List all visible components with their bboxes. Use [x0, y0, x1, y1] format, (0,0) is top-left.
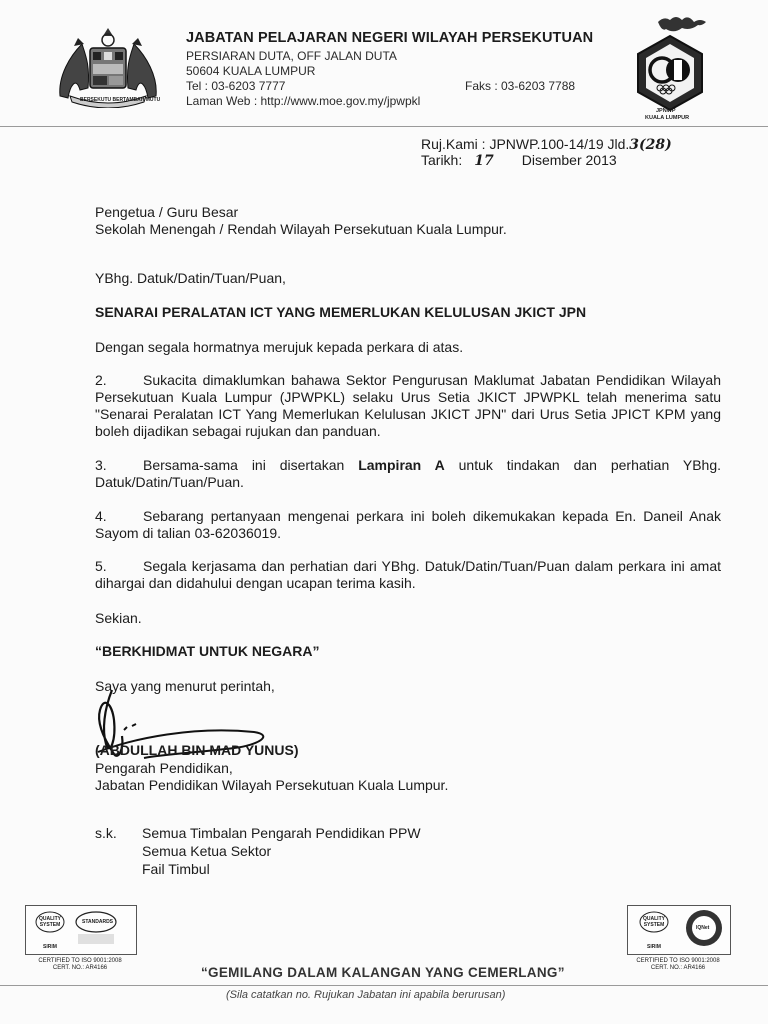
- footer-divider: [0, 985, 768, 986]
- signatory-name: (ABDULLAH BIN MAD YUNUS): [95, 742, 299, 758]
- paragraph-text-end: untuk tindakan dan perhatian YBhg. Datuk/Datin/Tuan/Puan.: [95, 457, 722, 490]
- jpnwp-emblem-logo: [620, 14, 720, 122]
- cert-line: CERTIFIED TO ISO 9001:2008: [38, 958, 122, 964]
- emblem-label-kl: KUALA LUMPUR: [645, 115, 690, 121]
- closing-saya: Saya yang menurut perintah,: [95, 678, 275, 694]
- iqnet-label: IQNet: [696, 925, 710, 931]
- date-month-year: Disember 2013: [521, 152, 617, 168]
- sirim-label: SIRIM: [43, 944, 57, 950]
- footer-motto: “GEMILANG DALAM KALANGAN YANG CEMERLANG”: [201, 965, 565, 980]
- closing-sekian: Sekian.: [95, 610, 142, 626]
- sirim-label: SIRIM: [647, 944, 661, 950]
- header-divider: [0, 126, 768, 127]
- sk-item: Fail Timbul: [142, 861, 210, 877]
- reference-prefix: Ruj.Kami : JPNWP.100-14/19 Jld.: [421, 136, 630, 152]
- sk-item: Semua Ketua Sektor: [142, 843, 272, 859]
- department-title: JABATAN PELAJARAN NEGERI WILAYAH PERSEKUTUAN: [186, 30, 594, 46]
- sk-label: s.k.: [95, 825, 117, 841]
- paragraph-number: 3.: [95, 457, 107, 473]
- signatory-title: Pengarah Pendidikan,: [95, 760, 233, 776]
- iqnet-seal-icon: [628, 906, 732, 956]
- certification-badge-right: [627, 905, 731, 955]
- paragraph-number: 4.: [95, 508, 107, 524]
- paragraph-text: Sukacita dimaklumkan bahawa Sektor Pengurusan Maklumat Jabatan Pendidikan Wilayah Persekutuan Kuala Lumpur (JPWPKL) selaku Urus Setia JKICT JPWPKL telah menerima satu "Senarai Peralatan ICT Yang Memerlukan Kelulusan JKICT JPN" dari Urus Setia JPICT KPM yang boleh dijadikan sebagai rujukan dan panduan.: [95, 372, 721, 439]
- address-line-1: PERSIARAN DUTA, OFF JALAN DUTA: [186, 49, 397, 63]
- recipient-line-1: Pengetua / Guru Besar: [95, 204, 239, 220]
- coat-of-arms-logo: [52, 26, 164, 108]
- salutation: YBhg. Datuk/Datin/Tuan/Puan,: [95, 270, 286, 286]
- opening-line: Dengan segala hormatnya merujuk kepada perkara di atas.: [95, 339, 464, 355]
- paragraph-3: [95, 457, 721, 491]
- paragraph-text: Segala kerjasama dan perhatian dari YBhg. Datuk/Datin/Tuan/Puan dalam perkara ini amat dihargai dan didahului dengan ucapan terima kasih.: [95, 558, 721, 591]
- address-line-2: 50604 KUALA LUMPUR: [186, 64, 316, 78]
- cert-number: CERT. NO.: AR4166: [52, 965, 108, 971]
- fax-number: Faks : 03-6203 7788: [465, 79, 576, 93]
- crest-motto: BERSEKUTU BERTAMBAH MUTU: [80, 97, 161, 103]
- signatory-department: Jabatan Pendidikan Wilayah Persekutuan Kuala Lumpur.: [95, 777, 449, 793]
- letter-date: [421, 152, 617, 169]
- reference-handwritten: 3(28): [629, 137, 672, 153]
- paragraph-5: [95, 558, 721, 592]
- paragraph-number: 2.: [95, 372, 107, 388]
- paragraph-text-start: Bersama-sama ini disertakan: [143, 457, 359, 473]
- sk-item: Semua Timbalan Pengarah Pendidikan PPW: [142, 825, 421, 841]
- website-url: Laman Web : http://www.moe.gov.my/jpwpkl: [186, 94, 421, 108]
- paragraph-number: 5.: [95, 558, 107, 574]
- quality-system-label: QUALITY SYSTEM: [39, 916, 61, 928]
- quality-system-label: QUALITY SYSTEM: [643, 916, 665, 928]
- telephone-number: Tel : 03-6203 7777: [186, 79, 286, 93]
- paragraph-2: [95, 372, 721, 440]
- footer-reference-note: (Sila catatkan no. Rujukan Jabatan ini apabila berurusan): [226, 989, 506, 1001]
- reference-number: [421, 136, 672, 153]
- subject-heading: SENARAI PERALATAN ICT YANG MEMERLUKAN KELULUSAN JKICT JPN: [95, 304, 587, 320]
- certification-text-left: [20, 958, 140, 972]
- closing-slogan: “BERKHIDMAT UNTUK NEGARA”: [95, 643, 320, 659]
- date-label: Tarikh:: [421, 152, 463, 168]
- paragraph-4: [95, 508, 721, 542]
- attachment-reference: Lampiran A: [358, 457, 445, 473]
- cert-line: CERTIFIED TO ISO 9001:2008: [636, 958, 720, 964]
- certification-badge-left: [25, 905, 137, 955]
- paragraph-text: Sebarang pertanyaan mengenai perkara ini boleh dikemukakan kepada En. Daneil Anak Sayom di talian 03-62036019.: [95, 508, 721, 541]
- cert-number: CERT. NO.: AR4166: [650, 965, 706, 971]
- standards-label: STANDARDS: [82, 919, 114, 925]
- date-day-handwritten: 17: [474, 153, 494, 169]
- recipient-line-2: Sekolah Menengah / Rendah Wilayah Persekutuan Kuala Lumpur.: [95, 221, 507, 237]
- certification-text-right: [622, 958, 734, 972]
- emblem-label-jpnwp: JPNWP: [656, 108, 676, 114]
